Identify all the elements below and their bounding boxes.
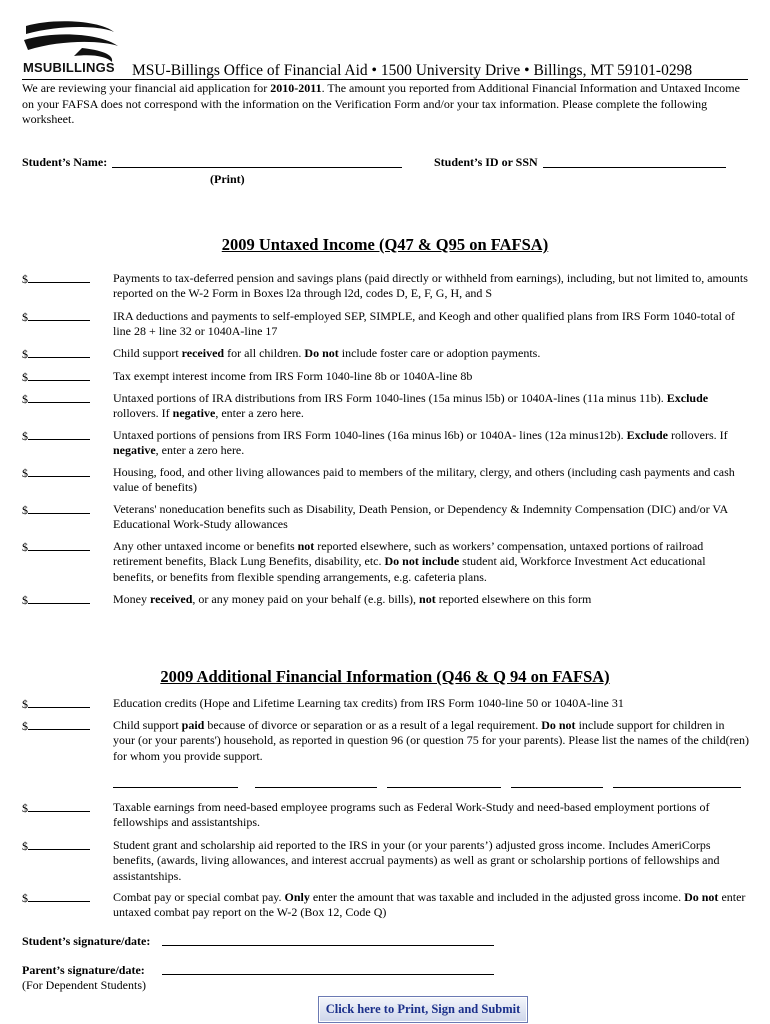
emphasis-text: Only	[284, 890, 310, 904]
item-description	[113, 271, 749, 302]
description-text: for all children.	[224, 346, 305, 360]
item-description	[113, 592, 749, 607]
dollar-sign: $	[22, 347, 28, 361]
emphasis-text: not	[297, 539, 315, 553]
description-text: Taxable earnings from need-based employee programs such as Federal Work-Study and need-based employment portions of fellowships and assistantships.	[113, 800, 710, 830]
amount-blank[interactable]	[28, 592, 90, 604]
description-text: include support for children in your (or your parents') household, as reported in question 96 (or question 75 for your parents). Please list the names of the child(ren) for whom you provide support.	[113, 718, 749, 763]
description-text: reported elsewhere on this form	[435, 592, 592, 606]
intro-after-year: . The amount you reported from Additional Financial Information and Untaxed Income on your FAFSA does not correspond with the information on the Verification Form and/or your tax information. Please complete the following worksheet.	[22, 81, 740, 127]
print-sign-submit-button[interactable]: Click here to Print, Sign and Submit	[318, 996, 528, 1023]
parent-signature-row	[22, 963, 145, 978]
amount-blank[interactable]	[28, 539, 90, 551]
dollar-sign: $	[22, 310, 28, 324]
description-text: Child support	[113, 718, 182, 732]
emphasis-text: negative	[172, 406, 216, 421]
description-text: Any other untaxed income or benefits	[113, 539, 298, 553]
amount-blank[interactable]	[28, 502, 90, 514]
description-text: rollovers. If	[113, 406, 173, 421]
amount-field[interactable]	[22, 838, 90, 854]
amount-field[interactable]	[22, 369, 90, 385]
intro-paragraph	[22, 81, 748, 128]
emphasis-text: Exclude	[626, 428, 668, 442]
item-description	[113, 502, 749, 533]
item-description	[113, 696, 749, 711]
description-text: Housing, food, and other living allowances paid to members of the military, clergy, and others (including cash payments and cash value of benefits)	[113, 465, 735, 495]
dollar-sign: $	[22, 370, 28, 384]
amount-blank[interactable]	[28, 309, 90, 321]
description-text: Money	[113, 592, 150, 606]
item-description	[113, 800, 749, 831]
description-text: Child support	[113, 346, 182, 360]
additional-info-title: 2009 Additional Financial Information (Q46 & Q 94 on FAFSA)	[160, 667, 610, 686]
child-name-field[interactable]	[113, 787, 238, 788]
description-text: Untaxed portions of pensions from IRS Form 1040-lines (16a minus l6b) or 1040A- lines (12a minus12b).	[113, 428, 627, 442]
header-divider	[22, 79, 748, 80]
amount-field[interactable]	[22, 465, 90, 481]
amount-field[interactable]	[22, 271, 90, 287]
dollar-sign: $	[22, 466, 28, 480]
emphasis-text: not	[419, 592, 436, 606]
child-name-field[interactable]	[613, 787, 741, 788]
amount-blank[interactable]	[28, 465, 90, 477]
item-description	[113, 890, 749, 921]
amount-blank[interactable]	[28, 696, 90, 708]
description-text: Untaxed portions of IRA distributions from IRS Form 1040-lines (15a minus l5b) or 1040A-lines (11a minus 11b).	[113, 391, 667, 405]
emphasis-text: negative	[113, 443, 156, 458]
print-note: (Print)	[210, 172, 245, 186]
item-description	[113, 718, 749, 764]
dollar-sign: $	[22, 891, 28, 905]
emphasis-text: paid	[181, 718, 205, 732]
logo-text: MSUBILLINGS	[23, 60, 115, 75]
emphasis-text: Exclude	[666, 391, 709, 405]
student-id-field[interactable]	[543, 167, 726, 168]
amount-blank[interactable]	[28, 890, 90, 902]
emphasis-text: Do not	[684, 890, 719, 904]
untaxed-income-title: 2009 Untaxed Income (Q47 & Q95 on FAFSA)	[221, 235, 549, 254]
child-name-field[interactable]	[255, 787, 377, 788]
description-text: Payments to tax-deferred pension and savings plans (paid directly or withheld from earnings), including, but not limited to, amounts reported on the W-2 Form in Boxes l2a through l2d, codes D, E, F, G, H, and S	[113, 271, 748, 301]
item-description	[113, 391, 749, 422]
dollar-sign: $	[22, 697, 28, 711]
parent-signature-note: (For Dependent Students)	[22, 978, 146, 992]
student-id-label: Student’s ID or SSN	[434, 155, 538, 169]
dollar-sign: $	[22, 540, 28, 554]
description-text: IRA deductions and payments to self-employed SEP, SIMPLE, and Keogh and other qualified plans from IRS Form 1040-total of line 28 + line 32 or 1040A-line 17	[113, 309, 735, 339]
description-text: , enter a zero here.	[155, 443, 245, 458]
description-text: rollovers. If	[667, 428, 728, 442]
item-description	[113, 309, 749, 340]
description-text: include foster care or adoption payments.	[338, 346, 541, 360]
parent-signature-field[interactable]	[162, 974, 494, 975]
children-names-lines	[113, 777, 741, 793]
amount-blank[interactable]	[28, 838, 90, 850]
description-text: , enter a zero here.	[215, 406, 304, 421]
office-address-line: MSU-Billings Office of Financial Aid • 1500 University Drive • Billings, MT 59101-0298	[132, 62, 693, 79]
emphasis-text: Do not include	[384, 554, 460, 569]
description-text: student aid, Workforce Investment Act educational benefits, or benefits from flexible spending arrangements, e.g. cafeteria plans.	[113, 554, 706, 584]
description-text: Student grant and scholarship aid reported to the IRS in your (or your parents’) adjusted gross income. Includes AmeriCorps benefits, (awards, living allowances, and interest accrual payments) as well as grant or scholarship portions of fellowships and assistantships.	[113, 838, 720, 883]
swoosh-logo-icon	[22, 20, 122, 64]
child-name-field[interactable]	[511, 787, 603, 788]
dollar-sign: $	[22, 839, 28, 853]
amount-blank[interactable]	[28, 369, 90, 381]
amount-blank[interactable]	[28, 718, 90, 730]
amount-field[interactable]	[22, 592, 90, 608]
amount-blank[interactable]	[28, 800, 90, 812]
parent-signature-label: Parent’s signature/date:	[22, 963, 145, 977]
description-text: enter untaxed combat pay report on the W-2 (Box 12, Code Q)	[113, 890, 746, 920]
dollar-sign: $	[22, 801, 28, 815]
amount-field[interactable]	[22, 346, 90, 362]
item-description	[113, 539, 749, 585]
amount-field[interactable]	[22, 718, 90, 734]
description-text: Veterans' noneducation benefits such as Disability, Death Pension, or Dependency & Indemnity Compensation (DIC) and/or VA Educational Work-Study allowances	[113, 502, 728, 532]
item-description	[113, 465, 749, 496]
intro-year: 2010-2011	[270, 81, 322, 95]
dollar-sign: $	[22, 392, 28, 406]
description-text: enter the amount that was taxable and included in the adjusted gross income.	[309, 890, 685, 904]
intro-before-year: We are reviewing your financial aid application for	[22, 81, 271, 95]
dollar-sign: $	[22, 593, 28, 607]
item-description	[113, 346, 749, 361]
student-name-field[interactable]	[112, 167, 402, 168]
emphasis-text: received	[150, 592, 193, 606]
description-text: Education credits (Hope and Lifetime Learning tax credits) from IRS Form 1040-line 50 or 1040A-line 31	[113, 696, 624, 710]
msu-billings-logo	[22, 20, 122, 80]
amount-field[interactable]	[22, 391, 90, 407]
item-description	[113, 369, 749, 384]
dollar-sign: $	[22, 719, 28, 733]
amount-blank[interactable]	[28, 346, 90, 358]
emphasis-text: received	[181, 346, 225, 360]
dollar-sign: $	[22, 503, 28, 517]
amount-field[interactable]	[22, 696, 90, 712]
amount-field[interactable]	[22, 309, 90, 325]
item-description	[113, 838, 749, 884]
dollar-sign: $	[22, 272, 28, 286]
student-signature-row	[22, 934, 150, 949]
amount-field[interactable]	[22, 428, 90, 444]
amount-blank[interactable]	[28, 271, 90, 283]
student-signature-label: Student’s signature/date:	[22, 934, 151, 948]
dollar-sign: $	[22, 429, 28, 443]
amount-field[interactable]	[22, 539, 90, 555]
child-name-field[interactable]	[387, 787, 501, 788]
description-text: because of divorce or separation or as a result of a legal requirement.	[204, 718, 542, 732]
description-text: reported elsewhere, such as workers’ compensation, untaxed portions of railroad retirement benefits, Black Lung Benefits, disability, etc.	[113, 539, 704, 569]
description-text: , or any money paid on your behalf (e.g. bills),	[192, 592, 420, 606]
amount-blank[interactable]	[28, 428, 90, 440]
description-text: Tax exempt interest income from IRS Form 1040-line 8b or 1040A-line 8b	[113, 369, 473, 383]
amount-field[interactable]	[22, 502, 90, 518]
amount-field[interactable]	[22, 800, 90, 816]
student-signature-field[interactable]	[162, 945, 494, 946]
amount-blank[interactable]	[28, 391, 90, 403]
amount-field[interactable]	[22, 890, 90, 906]
emphasis-text: Do not	[541, 718, 576, 732]
description-text: Combat pay or special combat pay.	[113, 890, 285, 904]
item-description	[113, 428, 749, 459]
emphasis-text: Do not	[304, 346, 339, 360]
student-name-label: Student’s Name:	[22, 155, 108, 169]
